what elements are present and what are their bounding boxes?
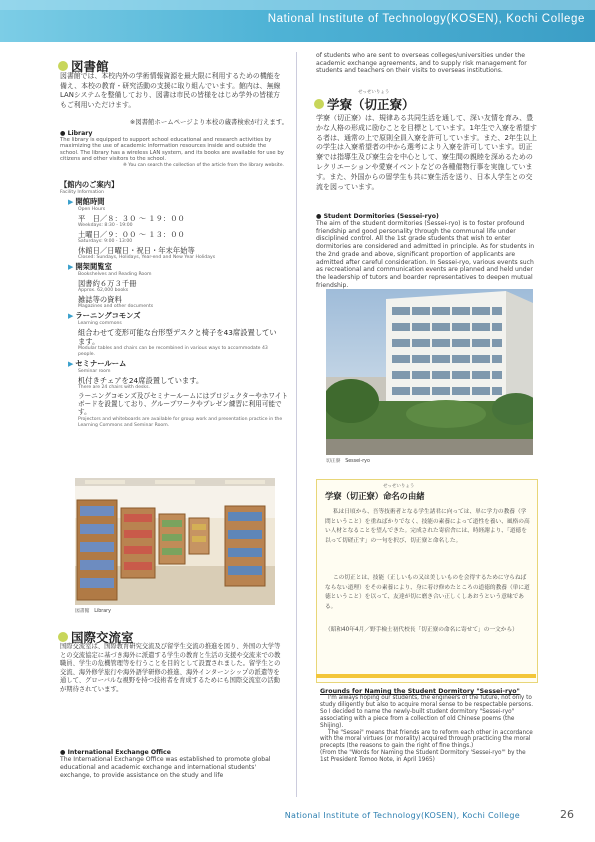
exchange-en-text: The International Exchange Office was established to promote global educational and academic exchange and international students' exchange, to provide assistance on the study and life — [60, 756, 271, 779]
dorm-en-block — [316, 213, 538, 289]
projector-desc-en: Projectors and whiteboards are available for group work and presentation practice in the Learning Commons and Seminar Room. — [78, 416, 283, 428]
facility-heading-en: Facility Information — [60, 190, 104, 195]
triangle-icon: ▶ — [68, 198, 74, 206]
box-divider — [316, 674, 536, 678]
header-band — [0, 0, 595, 10]
section-dot-icon — [314, 99, 324, 109]
bullet-icon: ● — [60, 130, 66, 137]
origin-title: 学寮（切正寮）命名の由緒 — [325, 491, 425, 501]
origin-en-heading: Grounds for Naming the Student Dormitory "Sessei-ryo" — [320, 688, 520, 695]
seminar-title-en: Seminar room — [78, 369, 111, 374]
commons-desc: 組合わせて変形可能な台形型デスクと椅子を43席設置しています。 — [78, 328, 277, 346]
dorm-en-text: The aim of the student dormitories (Sessei-ryo) is to foster profound friendship and good personality through the communal life under disciplined control. All the 1st grade students that wish to enter dormitories are considered and admitted in principle. As for students in the 2nd grade and above, significant proportion of applicants are admitted after careful consideration. In Sessei-ryo, various events such as recreational and communication events are planned and held under the leadership of tutors and boarder representatives to deepen mutual friendship. — [316, 220, 535, 289]
commons-title-en: Learning commons — [78, 321, 122, 326]
dorm-en-heading: Student Dormitories (Sessei-ryo) — [323, 213, 439, 220]
exchange-jp-text: 国際交流室は、国際教育研究交流及び留学生交流の推進を図り、外国の大学等との交流協定に基づき海外に派遣する学生の教育と生活の支援や交流来での教職員、学生の危機管理等を行うことを目的として設置されました。留学生との交流、海外修学旅行や海外語学研修の推進、海外インターンシップの派遣等を通して、グローバルな視野を持つ技術者を育成するためにも国際交流室の活動が期待されています。 — [60, 643, 281, 693]
bullet-icon: ● — [316, 213, 322, 220]
projector-desc: ラーニングコモンズ及びセミナールームにはプロジェクターやホワイトボードを設置しており、グループワークやプレゼン練習に利用可能です。 — [78, 392, 288, 417]
hours-saturday-en: Saturdays: 9:00 - 13:00 — [78, 239, 133, 244]
magazines-en: Magazines and other documents — [78, 304, 154, 309]
triangle-icon: ▶ — [68, 360, 74, 368]
facility-info — [60, 180, 292, 430]
column-divider — [296, 52, 297, 797]
dorm-photo-caption: 切正寮 Sessei-ryo — [326, 459, 370, 464]
seminar-desc: 机付きチェアを24席設置しています。 — [78, 376, 204, 385]
commons-title: ラーニングコモンズ — [75, 311, 141, 320]
origin-en-para1: I'm always hoping our students, the engineers of the future, not only to study diligently but also to acquire moral sense to be respectable persons. So I decided to name the newly-built student dormitory "Sessei-ryo" associating with a piece from a collection of old Chinese poems (the Shijing). — [320, 695, 534, 729]
origin-jp-para1: 私は日頃から、吾等技術者となる学生諸君に向っては、単に学力の教養（学問ということ）を重ねばかりでなく、技能の素養によって道性を養い、風格の高い人材となることを望んできた。完成された寄宿舎には、時経謝より、「道徳を以って切磋正す」の一句を択び、切正寮と命名した。 — [325, 509, 530, 544]
section-dot-icon — [58, 632, 68, 642]
library-en-heading: Library — [67, 130, 93, 137]
library-photo — [75, 478, 275, 605]
exchange-en-block — [60, 749, 286, 779]
triangle-icon: ▶ — [68, 263, 74, 271]
exchange-en-heading: International Exchange Office — [67, 749, 171, 756]
hours-weekday: 平 日／８：３０ ～ １９：００ — [78, 214, 185, 223]
hours-closed-en: Closed: Sundays, Holidays, Year-end and New Year Holidays — [78, 255, 216, 260]
origin-ruby: せっせいりょう — [383, 484, 415, 489]
hours-title: 開館時間 — [75, 197, 105, 206]
hours-saturday: 土曜日／９：００ ～ １３：００ — [78, 230, 185, 239]
triangle-icon: ▶ — [68, 312, 74, 320]
seminar-desc-en: There are 24 chairs with desks. — [78, 385, 150, 390]
library-en-text: The library is equipped to support school educational and research activities by maximizing the use of academic information resources inside and outside the school. The library has a wireless LAN system, and its books are available for use by citizens and other visitors to the school. — [60, 137, 284, 163]
dorm-jp-text: 学寮（切正寮）は、規律ある共同生活を通して、深い友情を育み、豊かな人格の形成に励むことを目標としています。1年生で入寮を希望する者は、通常の上で原則全員入寮を許可しています。また、2年生以上の学生は入寮希望者の中から選考により入寮を許可しています。切正寮では指導生及び寮生会を中心として、寮生間の親睦を深めるためのレクリエーションや愛寮イベントなどの各種催物行事を実施しています。また、外国からの留学生も共に寮生活を送り、日本人学生との交流を図っています。 — [316, 114, 537, 191]
page-number: 26 — [560, 808, 574, 821]
magazines: 雑誌等の資料 — [78, 295, 122, 304]
library-en-note: ※ You can search the collection of the article from the library website. — [122, 162, 284, 168]
dorm-title: 学寮（切正寮） — [327, 97, 415, 112]
origin-jp-para2: この切正とは、技能（正しいもの又は美しいものを会得するために守らねばならない道理）をその素養により、身に着け修めたところの道徳的教養（単に道徳ということ）を以って、友達が切に磨き合い正しくしあおうという意味である。 — [325, 575, 530, 610]
page-header — [0, 0, 595, 42]
footer-title: National Institute of Technology(KOSEN), Kochi College — [284, 811, 520, 820]
dorm-photo — [326, 289, 533, 455]
books-title: 開架閲覧室 — [75, 262, 112, 271]
books-count-en: Approx. 62,000 books — [78, 288, 129, 293]
commons-desc-en: Modular tables and chairs can be recombined in various ways to accommodate 43 people. — [78, 346, 268, 357]
library-photo-caption: 図書館 Library — [75, 609, 111, 614]
books-title-en: Bookshelves and Reading Room — [78, 272, 152, 277]
facility-heading: 【館内のご案内】 — [60, 180, 119, 189]
origin-en-source: (From the "Words for Naming the Student Dormitory 'Sessei-ryo'" by the 1st President Tomoo Note, in April 1965) — [320, 750, 526, 764]
library-title: 図書館 — [71, 59, 109, 74]
library-note: ※図書館ホームページより本校の蔵書検索が行えます。 — [129, 118, 288, 126]
dorm-ruby: せっせいりょう — [358, 90, 390, 95]
library-en-block — [60, 130, 284, 169]
origin-jp-source: （昭和40年4月／野手檢士初代校長「切正寮の命名に寄せて」の一文から） — [325, 627, 518, 633]
hours-title-en: Open Hours — [78, 207, 106, 212]
exchange-title: 国際交流室 — [71, 630, 134, 645]
dorm-photo-illustration — [326, 289, 533, 455]
exchange-en-continued: of students who are sent to overseas colleges/universities under the academic exchange agreements, and to supply risk management for students and teachers on their visits to overseas institutions. — [316, 52, 527, 75]
origin-en-para2: The "Sessei" means that friends are to reform each other in accordance with the moral virtues (or morality) acquired through practicing the moral precepts (the reasons to gain the right of fine things.) — [320, 729, 533, 750]
origin-en-block — [320, 688, 534, 764]
books-count: 図書約６万３千冊 — [78, 279, 137, 288]
dorm-section-heading — [314, 95, 415, 113]
hours-weekday-en: Weekdays: 8:30 - 19:00 — [78, 223, 133, 228]
section-dot-icon — [58, 61, 68, 71]
header-title: National Institute of Technology(KOSEN), Kochi College — [267, 13, 585, 25]
library-photo-illustration — [75, 478, 275, 605]
library-jp-text: 図書館では、本校内外の学術情報資源を最大限に利用するための機能を備え、本校の教育・研究活動の支援に取り組んでいます。館内は、無線LANシステムを整備しており、図書は市民の皆様をはじめ学外の皆様方もご利用いただけます。 — [60, 72, 281, 109]
seminar-title: セミナールーム — [75, 359, 127, 368]
bullet-icon: ● — [60, 749, 66, 756]
hours-closed: 休館日／日曜日・祝日・年末年始等 — [78, 246, 195, 255]
